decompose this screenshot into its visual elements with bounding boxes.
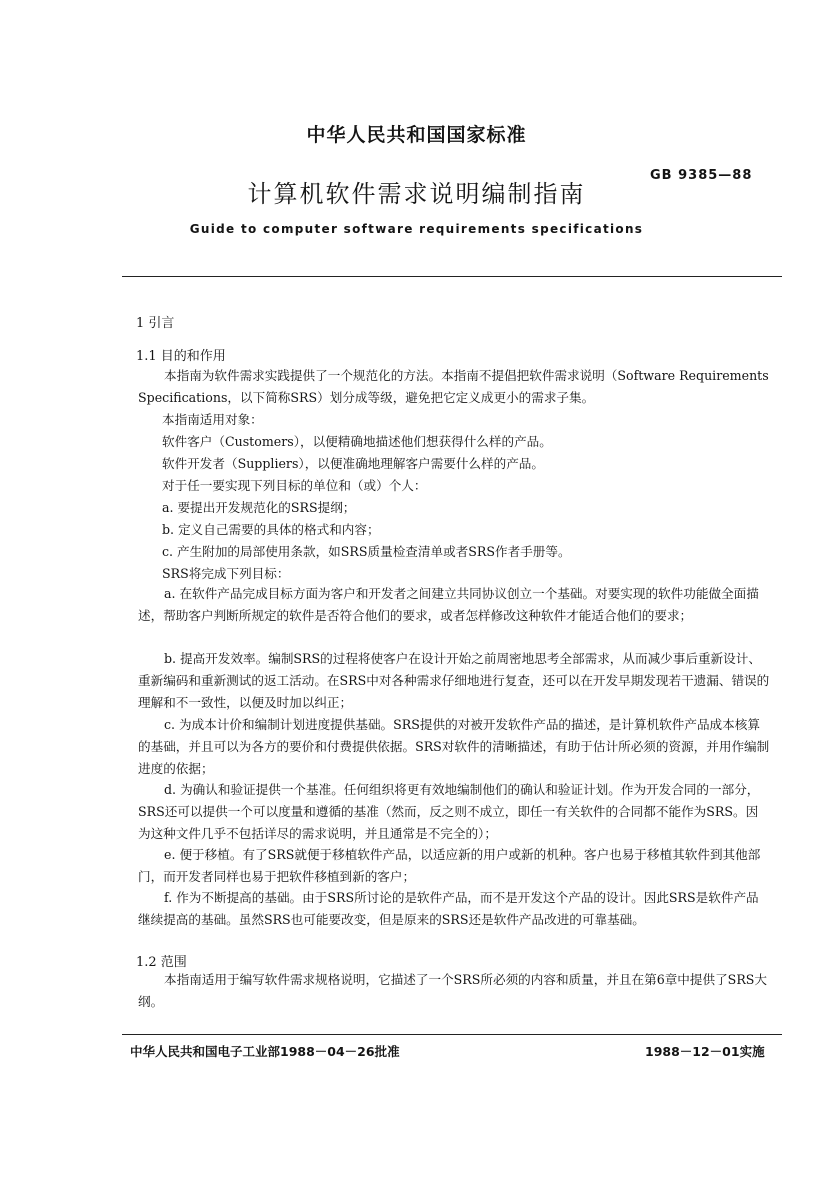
effective-date: 1988－12－01实施 — [645, 1044, 765, 1059]
srs-goal-a-paragraph: a. 在软件产品完成目标方面为客户和开发者之间建立共同协议创立一个基础。对要实现的软件功能做全面描述，帮助客户判断所规定的软件是否符合他们的要求，或者怎样修改这种软件才能适合他们的要求； — [138, 586, 759, 623]
srs-goals-intro-line: SRS将完成下列目标： — [162, 566, 290, 581]
section-1-2-heading: 1.2 范围 — [136, 955, 187, 970]
applies-to-line: 本指南适用对象： — [162, 412, 263, 427]
goal-a-item: a. 要提出开发规范化的SRS提纲； — [162, 500, 356, 515]
goal-b-item: b. 定义自己需要的具体的格式和内容； — [162, 522, 380, 537]
section-1-1-paragraph: 本指南为软件需求实践提供了一个规范化的方法。本指南不提倡把软件需求说明（Software Requirements Specifications，以下简称SRS）划分成等级，避免把它定义成更小的需求子集。 — [138, 368, 769, 405]
srs-goal-d-paragraph: d. 为确认和验证提供一个基准。任何组织将更有效地编制他们的确认和验证计划。作为开发合同的一部分，SRS还可以提供一个可以度量和遵循的基准（然而，反之则不成立，即任一有关软件的合同都不能作为SRS。因为这种文件几乎不包括详尽的需求说明，并且通常是不完全的）； — [138, 782, 760, 841]
header-divider — [122, 276, 782, 277]
document-title: 计算机软件需求说明编制指南 — [247, 180, 586, 208]
footer-divider — [122, 1034, 782, 1035]
srs-goal-b-paragraph: b. 提高开发效率。编制SRS的过程将使客户在设计开始之前周密地思考全部需求，从而减少事后重新设计、重新编码和重新测试的返工活动。在SRS中对各种需求仔细地进行复查，还可以在开发早期发现若干遗漏、错误的理解和不一致性，以便及时加以纠正； — [138, 651, 770, 710]
customers-line: 软件客户（Customers），以便精确地描述他们想获得什么样的产品。 — [162, 434, 552, 449]
goal-c-item: c. 产生附加的局部使用条款，如SRS质量检查清单或者SRS作者手册等。 — [162, 544, 571, 559]
srs-goal-f-paragraph: f. 作为不断提高的基础。由于SRS所讨论的是软件产品，而不是开发这个产品的设计。因此SRS是软件产品继续提高的基础。虽然SRS也可能要改变，但是原来的SRS还是软件产品改进的可靠基础。 — [138, 890, 759, 927]
srs-goal-c-paragraph: c. 为成本计价和编制计划进度提供基础。SRS提供的对被开发软件产品的描述，是计算机软件产品成本核算的基础，并且可以为各方的要价和付费提供依据。SRS对软件的清晰描述，有助于估计所必须的资源，并用作编制进度的依据； — [138, 717, 770, 776]
section-1-2-paragraph: 本指南适用于编写软件需求规格说明，它描述了一个SRS所必须的内容和质量，并且在第6章中提供了SRS大纲。 — [138, 972, 768, 1009]
srs-goal-e-paragraph: e. 便于移植。有了SRS就便于移植软件产品，以适应新的用户或新的机种。客户也易于移植其软件到其他部门，而开发者同样也易于把软件移植到新的客户； — [138, 847, 761, 884]
section-1-1-heading: 1.1 目的和作用 — [136, 349, 226, 364]
goals-intro-line: 对于任一要实现下列目标的单位和（或）个人： — [162, 478, 427, 493]
suppliers-line: 软件开发者（Suppliers），以便准确地理解客户需要什么样的产品。 — [162, 456, 544, 471]
approval-statement: 中华人民共和国电子工业部1988－04－26批准 — [130, 1044, 400, 1059]
standard-number: GB 9385—88 — [650, 168, 753, 183]
document-title-english: Guide to computer software requirements specifications — [189, 222, 644, 236]
standard-category-title: 中华人民共和国国家标准 — [306, 124, 527, 146]
section-1-heading: 1 引言 — [136, 316, 175, 331]
